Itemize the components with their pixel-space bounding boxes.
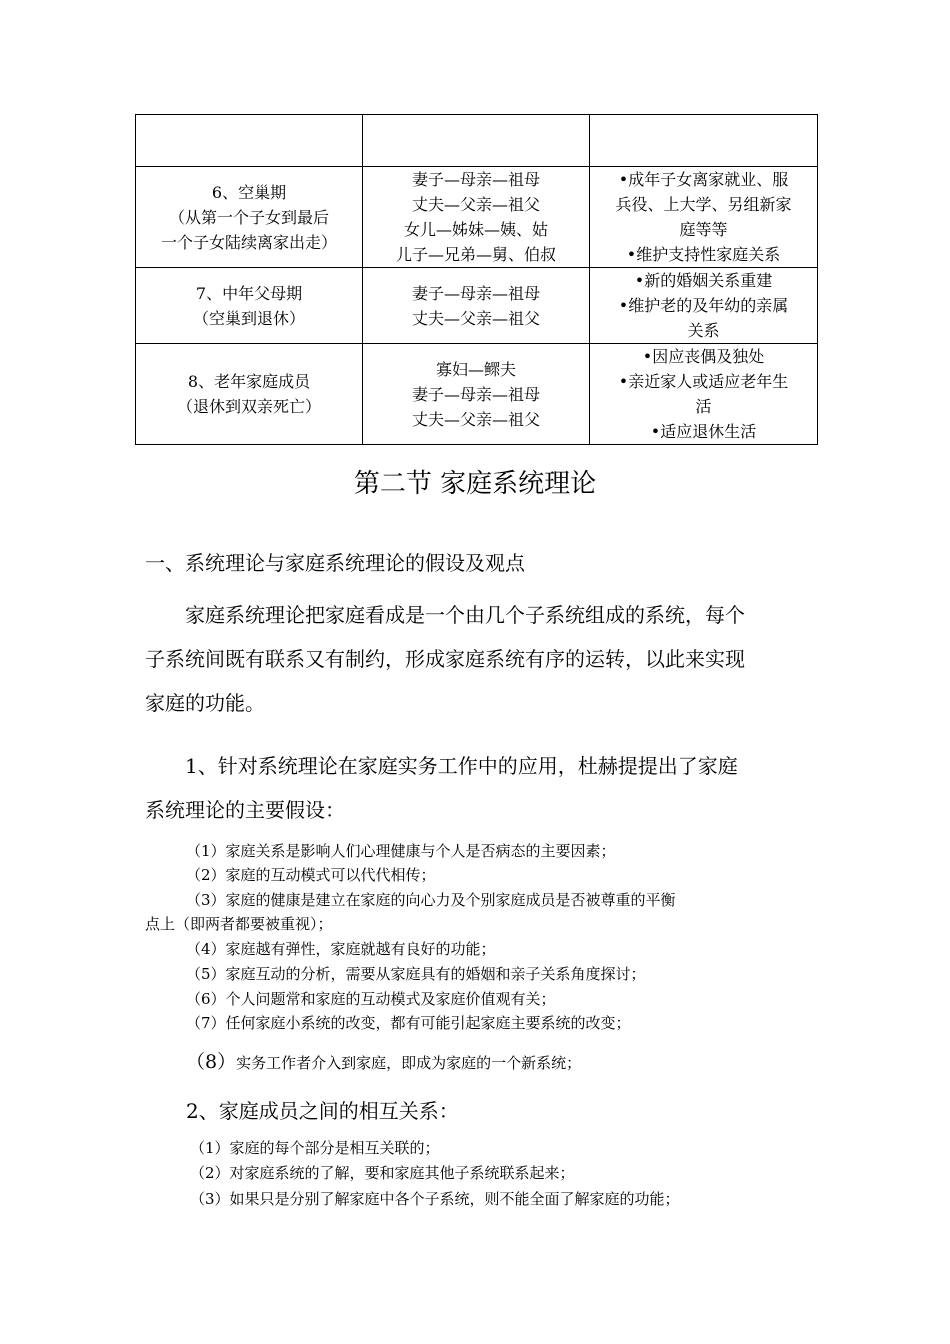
cell-tasks <box>590 115 818 167</box>
cell-line: 兵役、上大学、另组新家 <box>615 195 792 214</box>
paragraph-line: 家庭系统理论把家庭看成是一个由几个子系统组成的系统，每个 <box>145 603 745 627</box>
table-row <box>136 344 818 445</box>
cell-line: 丈夫—父亲—祖父 <box>411 195 540 214</box>
table-row <box>136 167 818 268</box>
cell-members <box>363 167 590 268</box>
cell-line: 一个子女陆续离家出走） <box>160 232 337 252</box>
cell-members <box>363 115 590 167</box>
assumption-item: 点上（即两者都要被重视）； <box>145 915 333 933</box>
assumption-item-8 <box>186 1051 581 1075</box>
cell-line: •因应丧偶及独处 <box>642 347 765 366</box>
assumption-item: （1）家庭关系是影响人们心理健康与个人是否病态的主要因素； <box>186 842 616 860</box>
cell-line: 妻子—母亲—祖母 <box>411 283 540 303</box>
cell-line: •维护支持性家庭关系 <box>626 245 781 264</box>
cell-line: •适应退休生活 <box>650 422 757 441</box>
paragraph-line: 家庭的功能。 <box>145 691 265 715</box>
cell-line: 关系 <box>687 321 720 340</box>
relation-item: （1）家庭的每个部分是相互关联的； <box>190 1139 440 1157</box>
cell-line: 丈夫—父亲—祖父 <box>411 409 540 429</box>
cell-line: 丈夫—父亲—祖父 <box>411 308 540 328</box>
cell-line: 活 <box>695 397 712 416</box>
cell-stage <box>136 167 363 268</box>
cell-line: （退休到双亲死亡） <box>176 397 321 416</box>
relation-item: （3）如果只是分别了解家庭中各个子系统，则不能全面了解家庭的功能； <box>190 1190 680 1208</box>
paragraph-line: 系统理论的主要假设： <box>145 798 345 822</box>
cell-tasks <box>590 167 818 268</box>
cell-stage <box>136 344 363 445</box>
cell-members <box>363 344 590 445</box>
assumption-item: （6）个人问题常和家庭的互动模式及家庭价值观有关； <box>186 990 556 1008</box>
cell-line: 儿子—兄弟—舅、伯叔 <box>395 245 556 264</box>
cell-line: 妻子—母亲—祖母 <box>411 170 540 189</box>
heading-member-relations: 2、家庭成员之间的相互关系： <box>186 1099 459 1123</box>
assumption-item: （4）家庭越有弹性，家庭就越有良好的功能； <box>186 940 496 958</box>
assumption-item: （2）家庭的互动模式可以代代相传； <box>186 866 436 884</box>
family-stage-table <box>135 114 818 445</box>
assumption-item: （3）家庭的健康是建立在家庭的向心力及个别家庭成员是否被尊重的平衡 <box>186 891 676 909</box>
table-row <box>136 268 818 344</box>
cell-tasks <box>590 268 818 344</box>
cell-line: 7、中年父母期 <box>195 283 303 303</box>
assumption-item: （7）任何家庭小系统的改变，都有可能引起家庭主要系统的改变； <box>186 1014 631 1032</box>
cell-line: 寡妇—鳏夫 <box>435 359 516 379</box>
cell-line: 妻子—母亲—祖母 <box>411 384 540 404</box>
heading-system-theory: 一、系统理论与家庭系统理论的假设及观点 <box>145 551 525 575</box>
section-title: 第二节 家庭系统理论 <box>353 469 597 499</box>
cell-line: 8、老年家庭成员 <box>187 372 311 391</box>
cell-members <box>363 268 590 344</box>
cell-line: •维护老的及年幼的亲属 <box>618 296 789 315</box>
table-row <box>136 115 818 167</box>
cell-line: 6、空巢期 <box>211 182 287 202</box>
paragraph-line: 1、针对系统理论在家庭实务工作中的应用，杜赫提提出了家庭 <box>145 754 738 778</box>
assumption-text: 实务工作者介入到家庭，即成为家庭的一个新系统； <box>236 1054 582 1072</box>
cell-line: 女儿—姊妹—姨、姑 <box>403 220 548 239</box>
cell-line: （空巢到退休） <box>192 308 305 328</box>
paragraph-line: 子系统间既有联系又有制约，形成家庭系统有序的运转，以此来实现 <box>145 647 745 671</box>
cell-tasks <box>590 344 818 445</box>
cell-line: 庭等等 <box>679 220 728 239</box>
assumption-number: （8） <box>186 1051 237 1073</box>
relation-item: （2）对家庭系统的了解，要和家庭其他子系统联系起来； <box>190 1164 575 1182</box>
intro-paragraph <box>145 593 810 725</box>
cell-line: （从第一个子女到最后 <box>168 207 329 227</box>
cell-stage <box>136 268 363 344</box>
cell-line: •亲近家人或适应老年生 <box>618 372 789 391</box>
cell-line: •新的婚姻关系重建 <box>634 271 773 290</box>
assumption-item: （5）家庭互动的分析，需要从家庭具有的婚姻和亲子关系角度探讨； <box>186 965 646 983</box>
cell-line: •成年子女离家就业、服 <box>618 170 789 189</box>
cell-stage <box>136 115 363 167</box>
assumption-paragraph <box>145 744 810 832</box>
